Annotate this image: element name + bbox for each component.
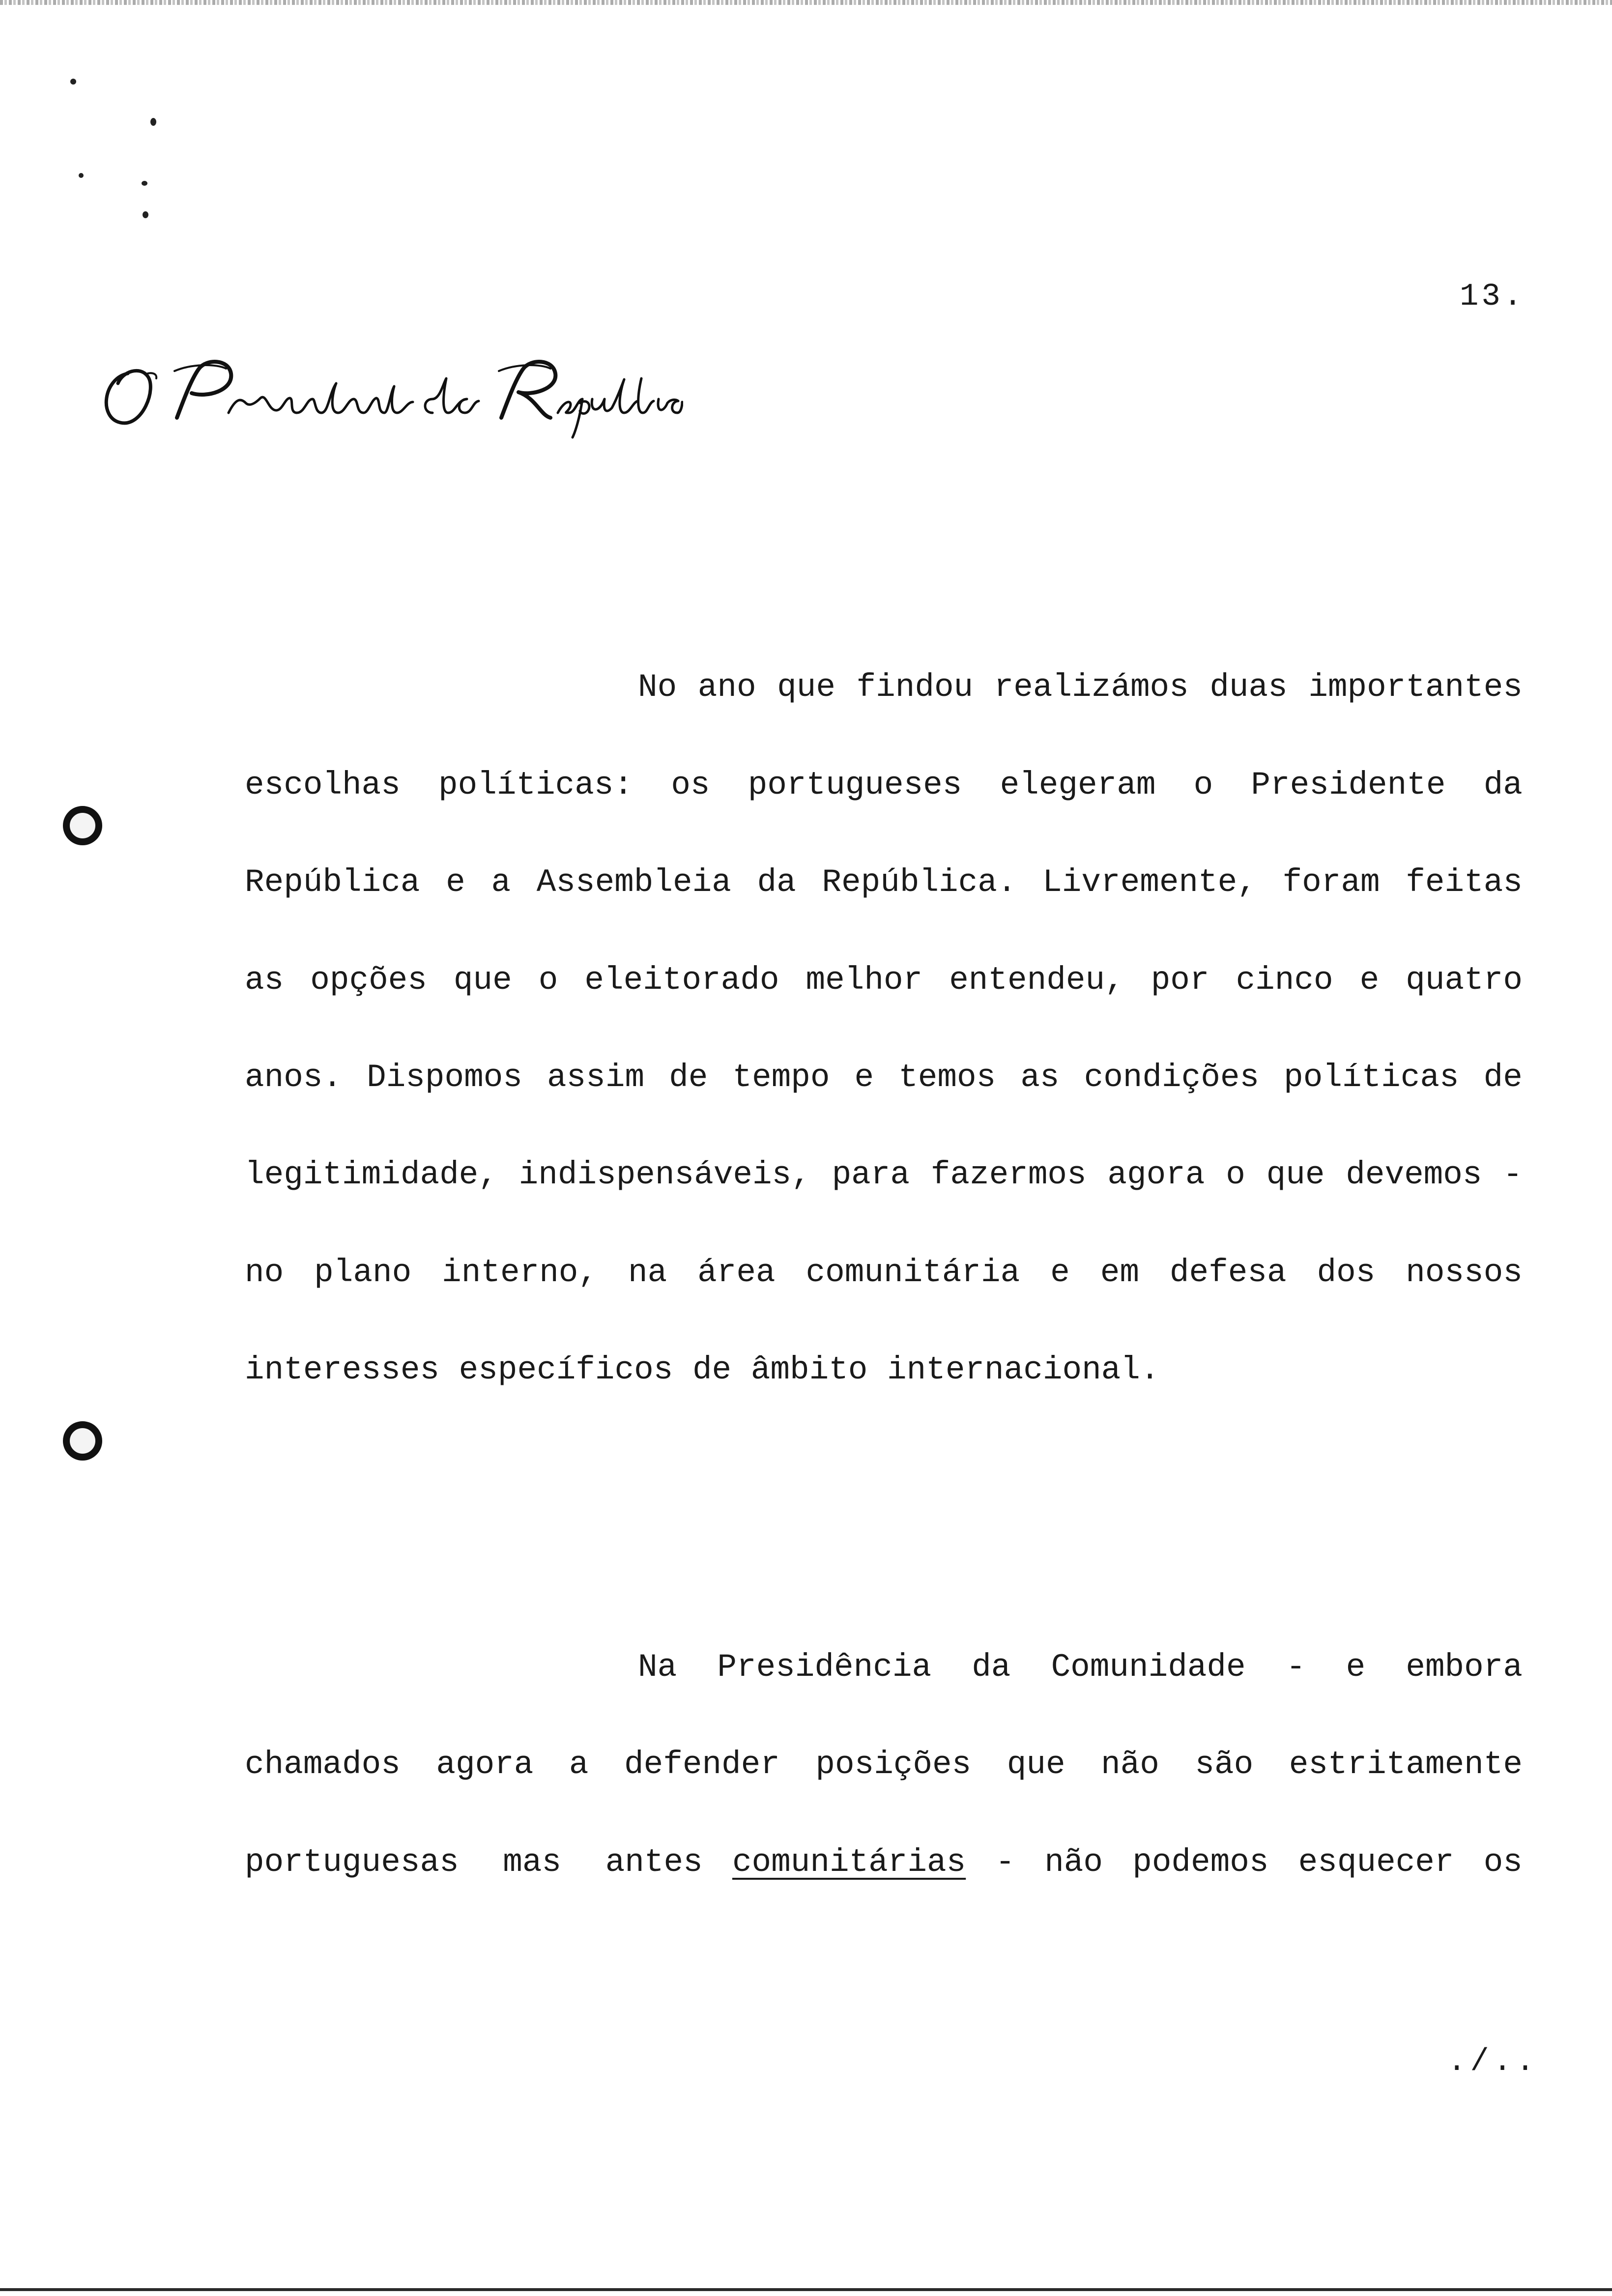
continuation-mark: ./.. <box>1447 2044 1539 2080</box>
word: estritamente <box>1289 1746 1523 1783</box>
word: no <box>245 1254 284 1291</box>
word: podemos <box>1132 1844 1269 1881</box>
scan-speck <box>79 173 84 178</box>
word: políticas <box>1284 1059 1459 1096</box>
word: importantes <box>1308 669 1523 706</box>
word: elegeram <box>1000 767 1156 804</box>
word: condições <box>1084 1059 1260 1096</box>
paragraph-2-line-3 <box>245 1846 1523 1879</box>
underlined-word: comunitárias <box>732 1844 966 1881</box>
word: Presidente <box>1251 767 1446 804</box>
letterhead-script <box>93 344 683 442</box>
word: duas <box>1209 669 1288 706</box>
word: Comunidade <box>1051 1649 1246 1686</box>
word: o <box>538 962 558 999</box>
word: o <box>1226 1156 1245 1193</box>
paragraph-2-line-2 <box>245 1746 1523 1783</box>
word: agora <box>436 1746 534 1783</box>
word: eleitorado <box>584 962 779 999</box>
word: indispensáveis, <box>518 1156 811 1193</box>
word: tempo <box>732 1059 830 1096</box>
word: que <box>777 669 835 706</box>
word: que <box>1007 1746 1065 1783</box>
word: feitas <box>1406 864 1523 901</box>
word: embora <box>1406 1649 1523 1686</box>
word: para <box>832 1156 910 1193</box>
paragraph-1-line-8: interesses específicos de âmbito internacional. <box>245 1351 1160 1388</box>
scan-speck <box>143 211 148 218</box>
text-segment: portuguesas mas antes <box>245 1844 703 1881</box>
word: na <box>628 1254 667 1291</box>
scan-top-edge <box>0 0 1612 5</box>
paragraph-1-line-4 <box>245 964 1523 997</box>
word: - <box>995 1844 1015 1881</box>
word: Livremente, <box>1042 864 1257 901</box>
word: da <box>1483 767 1523 804</box>
word: agora <box>1107 1156 1205 1193</box>
word: Dispomos <box>367 1059 522 1096</box>
paragraph-1-line-7 <box>245 1254 1523 1291</box>
word: de <box>669 1059 708 1096</box>
word: não <box>1044 1844 1103 1881</box>
page-number: 13. <box>1460 279 1526 315</box>
word: portugueses <box>748 767 962 804</box>
word: da <box>757 864 796 901</box>
word: entendeu, <box>949 962 1124 999</box>
word: e <box>854 1059 874 1096</box>
paragraph-2-line-1 <box>638 1651 1523 1684</box>
word: e <box>1050 1254 1070 1291</box>
word: defesa <box>1169 1254 1287 1291</box>
word: temos <box>898 1059 996 1096</box>
word: interno, <box>442 1254 598 1291</box>
word: - <box>1503 1156 1523 1193</box>
word: os <box>1483 1844 1523 1881</box>
word: findou <box>856 669 974 706</box>
word: nossos <box>1406 1254 1523 1291</box>
word: a <box>491 864 511 901</box>
scan-bottom-edge <box>0 2288 1612 2291</box>
word: escolhas <box>245 767 401 804</box>
word: políticas: <box>438 767 633 804</box>
word: Na <box>638 1649 677 1686</box>
word: República <box>245 864 420 901</box>
word: realizámos <box>994 669 1189 706</box>
word: as <box>245 962 284 999</box>
word: a <box>569 1746 589 1783</box>
word: e <box>1346 1649 1366 1686</box>
word: anos. <box>245 1059 343 1096</box>
word: são <box>1195 1746 1254 1783</box>
word: e <box>446 864 465 901</box>
word: os <box>671 767 710 804</box>
word: área <box>697 1254 776 1291</box>
word: República. <box>822 864 1017 901</box>
word: e <box>1359 962 1380 999</box>
word: - <box>1286 1649 1306 1686</box>
word: da <box>972 1649 1011 1686</box>
word: dos <box>1317 1254 1376 1291</box>
word: que <box>1266 1156 1325 1193</box>
paragraph-1-line-2 <box>245 769 1523 802</box>
word: comunitária <box>806 1254 1020 1291</box>
word: fazermos <box>930 1156 1087 1193</box>
word: não <box>1101 1746 1159 1783</box>
word: em <box>1100 1254 1139 1291</box>
word: No <box>638 669 677 706</box>
word: por <box>1151 962 1209 999</box>
word: melhor <box>806 962 923 999</box>
binder-hole <box>63 806 102 845</box>
binder-hole <box>63 1421 102 1461</box>
word: Assembleia <box>536 864 731 901</box>
paragraph-1-line-1 <box>638 671 1523 704</box>
word: plano <box>314 1254 412 1291</box>
word: chamados <box>245 1746 401 1783</box>
word: posições <box>815 1746 972 1783</box>
word: esquecer <box>1298 1844 1454 1881</box>
word: que <box>453 962 512 999</box>
paragraph-1-line-3 <box>245 866 1523 899</box>
word: de <box>1483 1059 1523 1096</box>
word: ano <box>697 669 756 706</box>
word: cinco <box>1236 962 1333 999</box>
word: defender <box>624 1746 780 1783</box>
word: quatro <box>1406 962 1523 999</box>
word: opções <box>310 962 427 999</box>
word: devemos <box>1346 1156 1482 1193</box>
word: o <box>1193 767 1213 804</box>
word: foram <box>1282 864 1380 901</box>
scan-speck <box>70 79 76 85</box>
scan-speck <box>142 181 147 186</box>
word: assim <box>547 1059 645 1096</box>
paragraph-1-line-5 <box>245 1059 1523 1096</box>
word: as <box>1020 1059 1060 1096</box>
paragraph-1-line-6 <box>245 1156 1523 1193</box>
scan-speck <box>150 118 156 126</box>
word: Presidência <box>717 1649 932 1686</box>
word: legitimidade, <box>245 1156 498 1193</box>
